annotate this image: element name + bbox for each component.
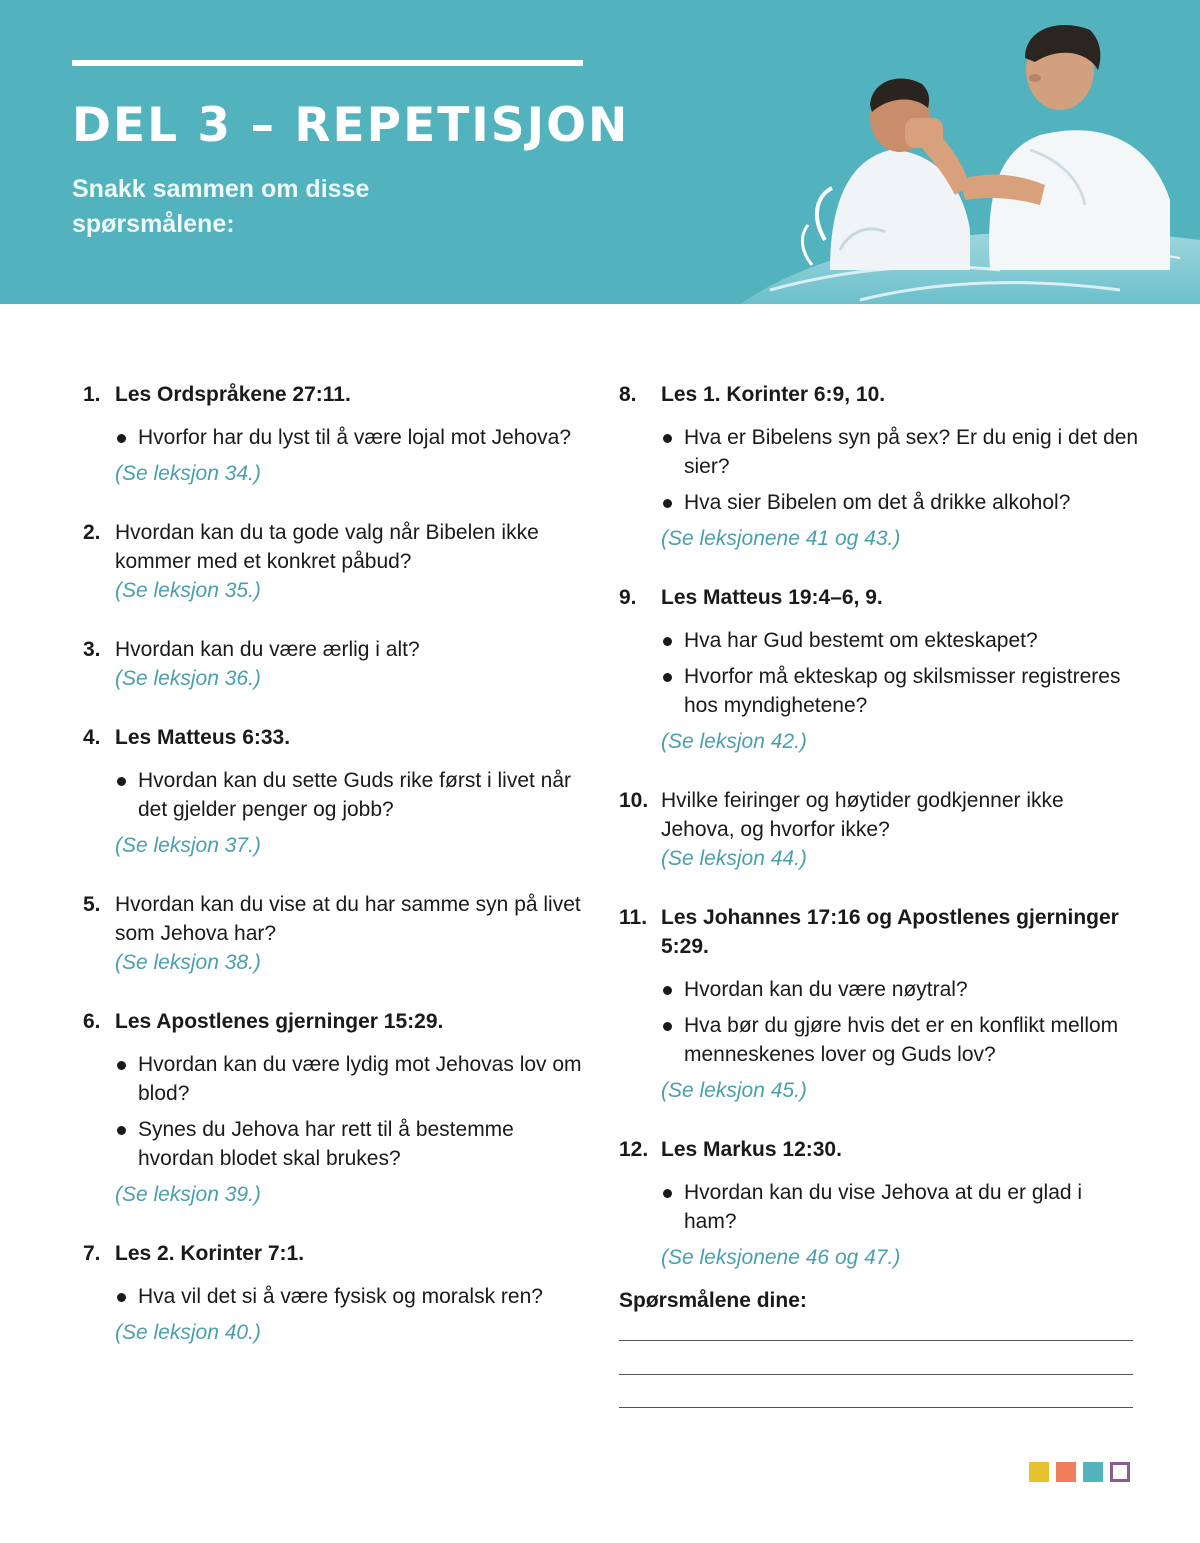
bullet-icon xyxy=(663,1022,672,1031)
bullet-item xyxy=(115,1115,593,1173)
question-number: 1. xyxy=(83,383,101,406)
bullet-item xyxy=(661,662,1139,720)
lesson-reference: (Se leksjonene 46 og 47.) xyxy=(661,1246,901,1269)
lesson-reference: (Se leksjon 44.) xyxy=(661,847,807,870)
lesson-reference: (Se leksjon 45.) xyxy=(661,1079,807,1102)
bullet-list xyxy=(619,423,1139,517)
question-number: 7. xyxy=(83,1242,101,1265)
question-text: Les Apostlenes gjerninger 15:29. xyxy=(115,1010,444,1033)
bullet-list xyxy=(83,1282,593,1311)
questions-right-column xyxy=(619,380,1139,1302)
bullet-list xyxy=(619,626,1139,720)
question-12 xyxy=(619,1135,1139,1272)
bullet-icon xyxy=(117,1061,126,1070)
bullet-text: Hva bør du gjøre hvis det er en konflikt mellom menneskenes lover og Guds lov? xyxy=(684,1014,1119,1066)
teal-square-icon xyxy=(1083,1462,1103,1482)
bullet-item xyxy=(115,766,593,824)
bullet-text: Hva sier Bibelen om det å drikke alkohol? xyxy=(684,491,1071,514)
header-banner xyxy=(0,0,1200,304)
bullet-item xyxy=(661,626,1139,655)
question-text: Les 2. Korinter 7:1. xyxy=(115,1242,305,1265)
question-number: 8. xyxy=(619,383,637,406)
question-text: Hvordan kan du vise at du har samme syn på livet som Jehova har? xyxy=(115,893,581,945)
bullet-item xyxy=(661,975,1139,1004)
bullet-icon xyxy=(117,1126,126,1135)
question-text: Les Markus 12:30. xyxy=(661,1138,842,1161)
bullet-icon xyxy=(117,434,126,443)
bullet-text: Hvordan kan du sette Guds rike først i livet når det gjelder penger og jobb? xyxy=(138,769,572,821)
baptism-illustration xyxy=(700,0,1200,304)
bullet-item xyxy=(115,423,593,452)
answer-line[interactable] xyxy=(619,1374,1133,1375)
orange-square-icon xyxy=(1056,1462,1076,1482)
question-11 xyxy=(619,903,1139,1105)
question-text: Les Matteus 6:33. xyxy=(115,726,291,749)
bullet-icon xyxy=(117,777,126,786)
bullet-text: Hvorfor har du lyst til å være lojal mot Jehova? xyxy=(138,426,572,449)
page-subtitle: Snakk sammen om disse spørsmålene: xyxy=(72,175,370,238)
bullet-icon xyxy=(663,499,672,508)
question-8 xyxy=(619,380,1139,553)
question-number: 2. xyxy=(83,521,101,544)
question-text: Hvilke feiringer og høytider godkjenner ikke Jehova, og hvorfor ikke? xyxy=(661,789,1064,841)
lesson-reference: (Se leksjon 38.) xyxy=(115,951,261,974)
question-number: 10. xyxy=(619,789,649,812)
bullet-icon xyxy=(117,1293,126,1302)
question-4 xyxy=(83,723,593,860)
lesson-reference: (Se leksjon 35.) xyxy=(115,579,261,602)
bullet-text: Hvordan kan du vise Jehova at du er glad i ham? xyxy=(684,1181,1083,1233)
question-text: Les Johannes 17:16 og Apostlenes gjerninger 5:29. xyxy=(661,906,1119,958)
question-text: Les 1. Korinter 6:9, 10. xyxy=(661,383,886,406)
question-10 xyxy=(619,786,1139,873)
bullet-list xyxy=(83,423,593,452)
question-5 xyxy=(83,890,593,977)
lesson-reference: (Se leksjon 42.) xyxy=(661,730,807,753)
question-text: Hvordan kan du ta gode valg når Bibelen ikke kommer med et konkret påbud? xyxy=(115,521,539,573)
bullet-item xyxy=(115,1282,593,1311)
question-1 xyxy=(83,380,593,488)
bullet-item xyxy=(661,1178,1139,1236)
bullet-list xyxy=(619,1178,1139,1236)
question-text: Les Ordspråkene 27:11. xyxy=(115,383,351,406)
bullet-list xyxy=(83,766,593,824)
question-number: 11. xyxy=(619,906,648,929)
bullet-text: Hva er Bibelens syn på sex? Er du enig i det den sier? xyxy=(684,426,1139,478)
page-title: DEL 3 – REPETISJON xyxy=(72,98,630,153)
header-rule xyxy=(72,60,583,66)
bullet-list xyxy=(83,1050,593,1173)
bullet-item xyxy=(661,488,1139,517)
question-9 xyxy=(619,583,1139,756)
question-text: Les Matteus 19:4–6, 9. xyxy=(661,586,883,609)
lesson-reference: (Se leksjon 39.) xyxy=(115,1183,261,1206)
question-6 xyxy=(83,1007,593,1209)
bullet-text: Hva vil det si å være fysisk og moralsk ren? xyxy=(138,1285,543,1308)
question-number: 3. xyxy=(83,638,101,661)
bullet-text: Hvorfor må ekteskap og skilsmisser registreres hos myndighetene? xyxy=(684,665,1121,717)
lesson-reference: (Se leksjonene 41 og 43.) xyxy=(661,527,901,550)
your-questions-label: Spørsmålene dine: xyxy=(619,1289,807,1312)
purple-outline-square-icon xyxy=(1110,1462,1130,1482)
question-number: 9. xyxy=(619,586,637,609)
bullet-list xyxy=(619,975,1139,1069)
color-squares-icon xyxy=(1029,1462,1130,1482)
bullet-icon xyxy=(663,986,672,995)
answer-line[interactable] xyxy=(619,1340,1133,1341)
lesson-reference: (Se leksjon 34.) xyxy=(115,462,261,485)
question-number: 6. xyxy=(83,1010,101,1033)
question-number: 5. xyxy=(83,893,101,916)
bullet-text: Hva har Gud bestemt om ekteskapet? xyxy=(684,629,1038,652)
answer-line[interactable] xyxy=(619,1407,1133,1408)
question-number: 4. xyxy=(83,726,101,749)
bullet-icon xyxy=(663,673,672,682)
question-2 xyxy=(83,518,593,605)
bullet-icon xyxy=(663,434,672,443)
lesson-reference: (Se leksjon 37.) xyxy=(115,834,261,857)
bullet-text: Synes du Jehova har rett til å bestemme hvordan blodet skal brukes? xyxy=(138,1118,514,1170)
question-3 xyxy=(83,635,593,693)
bullet-item xyxy=(661,1011,1139,1069)
bullet-item xyxy=(115,1050,593,1108)
question-text: Hvordan kan du være ærlig i alt? xyxy=(115,638,420,661)
lesson-reference: (Se leksjon 40.) xyxy=(115,1321,261,1344)
yellow-square-icon xyxy=(1029,1462,1049,1482)
question-number: 12. xyxy=(619,1138,649,1161)
bullet-text: Hvordan kan du være nøytral? xyxy=(684,978,968,1001)
bullet-icon xyxy=(663,1189,672,1198)
bullet-icon xyxy=(663,637,672,646)
bullet-text: Hvordan kan du være lydig mot Jehovas lov om blod? xyxy=(138,1053,582,1105)
lesson-reference: (Se leksjon 36.) xyxy=(115,667,261,690)
bullet-item xyxy=(661,423,1139,481)
question-7 xyxy=(83,1239,593,1347)
questions-left-column xyxy=(83,380,593,1377)
